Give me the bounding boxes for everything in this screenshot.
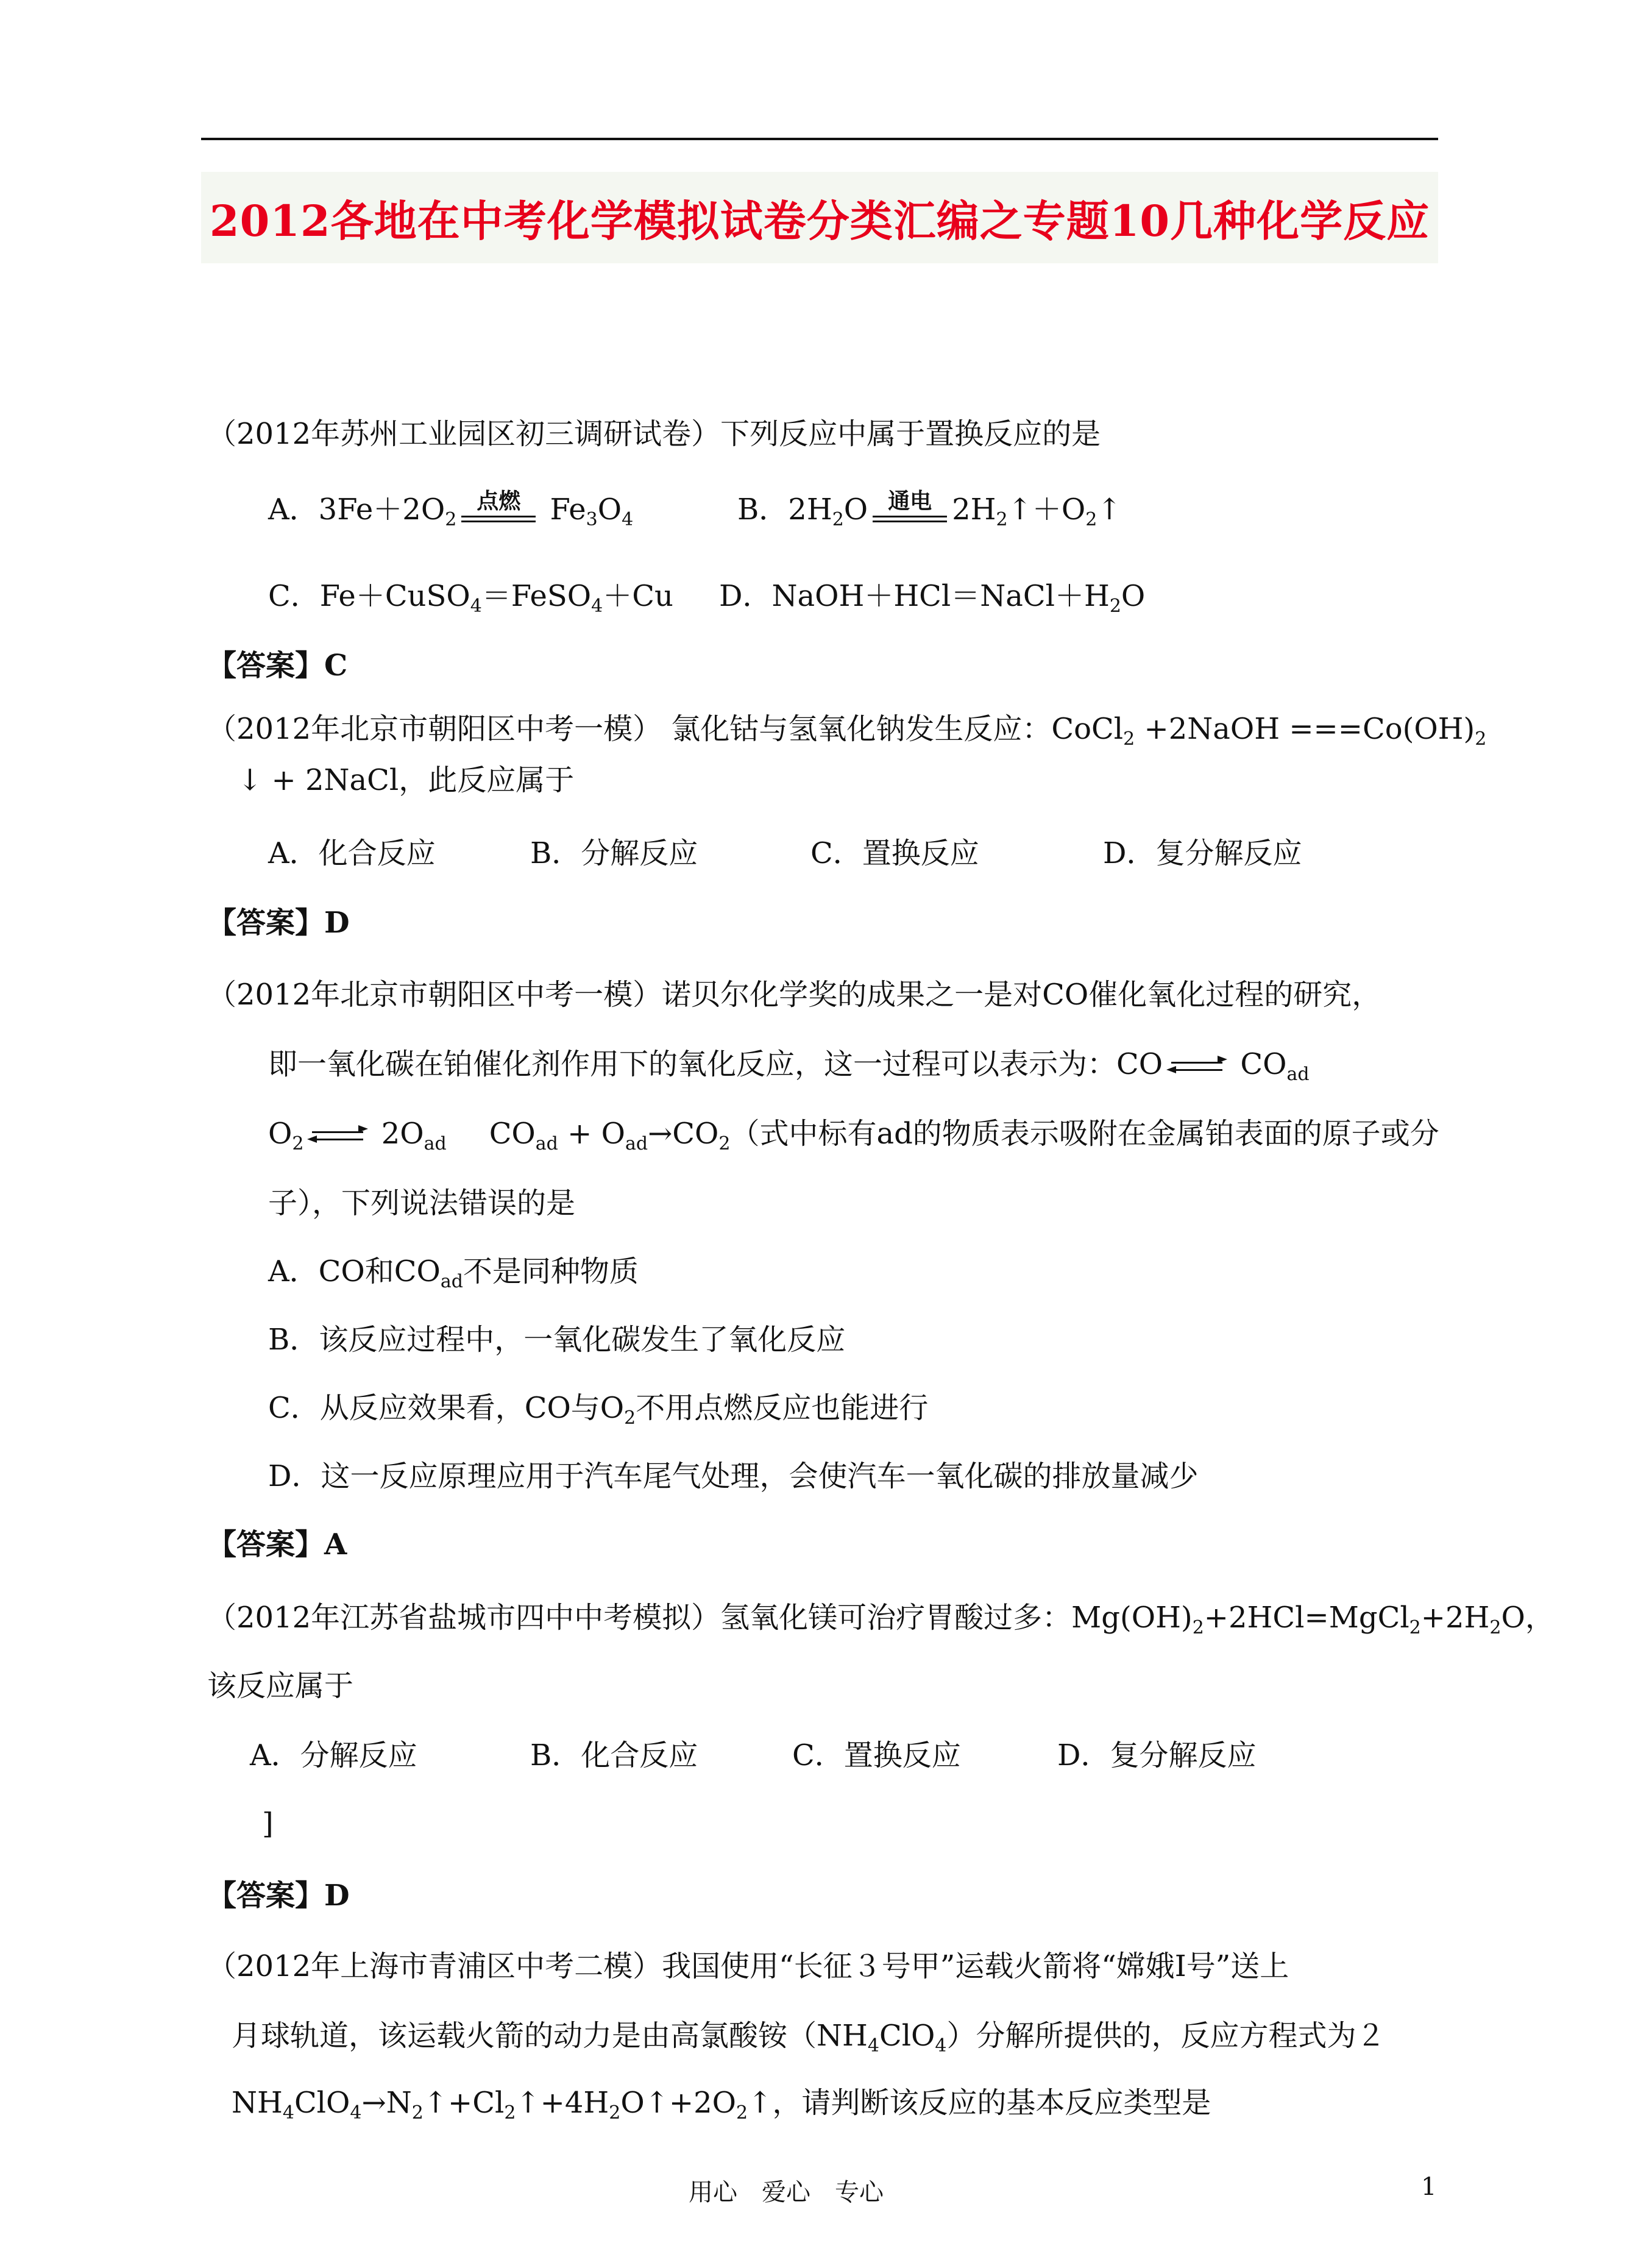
q4-option-b: B．化合反应 — [530, 1738, 698, 1772]
reaction-condition-fire: 点燃 — [461, 491, 536, 528]
q1-option-d: D．$NaOH+HCl=NaCl+H_2O$ — [719, 579, 1146, 617]
q3-stem-line2: 即一氧化碳在铂催化剂作用下的氧化反应，这一过程可以表示为：CO $CO_{ad}$ — [268, 1047, 1310, 1085]
q3-option-b: B．该反应过程中，一氧化碳发生了氧化反应 — [268, 1323, 846, 1357]
q5-stem-line3: $NH_4ClO_4\to N_2↑+Cl_2↑+4H_2O↑+2O_2↑$，请判断该反应的基本反应类型是 — [232, 2086, 1211, 2124]
q2-option-a: A．化合反应 — [268, 836, 436, 870]
page-number: 1 — [1421, 2173, 1437, 2201]
q5-stem-line2: 月球轨道，该运载火箭的动力是由高氯酸铵$(NH_4ClO_4)$分解所提供的，反应方程式为２ — [232, 2019, 1386, 2056]
q2-option-b: B．分解反应 — [530, 836, 698, 870]
reaction-condition-electric: 通电 — [873, 491, 947, 528]
q2-stem-cont: ↓ + 2NaCl，此反应属于 — [238, 763, 575, 797]
q4-option-a: A．分解反应 — [250, 1738, 417, 1772]
q4-answer: 【答案】D — [207, 1879, 350, 1913]
q3-option-d: D．这一反应原理应用于汽车尾气处理，会使汽车一氧化碳的排放量减少 — [268, 1459, 1199, 1493]
q1-option-b: B．$2H_2O$ 通电 $2H_2↑+O_2↑$ — [737, 488, 1122, 530]
q4-option-c: C．置换反应 — [792, 1738, 961, 1772]
title-band — [201, 172, 1438, 263]
q4-stem-cont: 该反应属于 — [207, 1669, 354, 1703]
reversible-arrow-icon — [1166, 1054, 1227, 1079]
q3-option-c: C．从反应效果看，CO与$O_2$不用点燃反应也能进行 — [268, 1391, 929, 1429]
q1-answer: 【答案】C — [207, 649, 348, 683]
q2-stem: （2012年北京市朝阳区中考一模） 氯化钴与氢氧化钠发生反应：CoCl$_2$ +2NaOH $===Co(OH)_2$ — [207, 712, 1487, 750]
header-rule — [201, 138, 1438, 140]
q1-option-c: C．Fe＋CuSO$_4$＝FeSO$_4$＋Cu — [268, 579, 673, 617]
q2-answer: 【答案】D — [207, 906, 350, 940]
q4-bracket: ] — [262, 1807, 274, 1841]
page-title: 2012各地在中考化学模拟试卷分类汇编之专题10几种化学反应 — [209, 195, 1430, 246]
q3-option-a: A．CO和$CO_{ad}$不是同种物质 — [268, 1254, 639, 1292]
q3-stem-line3: $O_2$ $2O_{ad}$ $CO_{ad} + O_{ad}\to CO_2$（式中标有ad的物质表示吸附在金属铂表面的原子或分 — [268, 1117, 1439, 1154]
q4-stem: （2012年江苏省盐城市四中中考模拟）氢氧化镁可治疗胃酸过多：$Mg(OH)_2+2HCl=MgCl_2+2H_2O$， — [207, 1601, 1555, 1638]
q3-stem: （2012年北京市朝阳区中考一模）诺贝尔化学奖的成果之一是对CO催化氧化过程的研究， — [207, 978, 1381, 1012]
q3-stem-line4: 子），下列说法错误的是 — [268, 1186, 576, 1220]
footer-motto: 用心 爱心 专心 — [689, 2178, 884, 2206]
reversible-arrow-icon — [307, 1124, 368, 1148]
q2-option-c: C．置换反应 — [810, 836, 979, 870]
q2-option-d: D．复分解反应 — [1103, 836, 1302, 870]
q4-option-d: D．复分解反应 — [1057, 1738, 1257, 1772]
q1-stem: （2012年苏州工业园区初三调研试卷）下列反应中属于置换反应的是 — [207, 417, 1101, 451]
q5-stem: （2012年上海市青浦区中考二模）我国使用“长征３号甲”运载火箭将“嫦娥Ⅰ号”送上 — [207, 1949, 1289, 1983]
q3-answer: 【答案】A — [207, 1527, 347, 1562]
q1-option-a: A．$3Fe+2O_2$ 点燃 $Fe_3O_4$ — [268, 488, 634, 530]
